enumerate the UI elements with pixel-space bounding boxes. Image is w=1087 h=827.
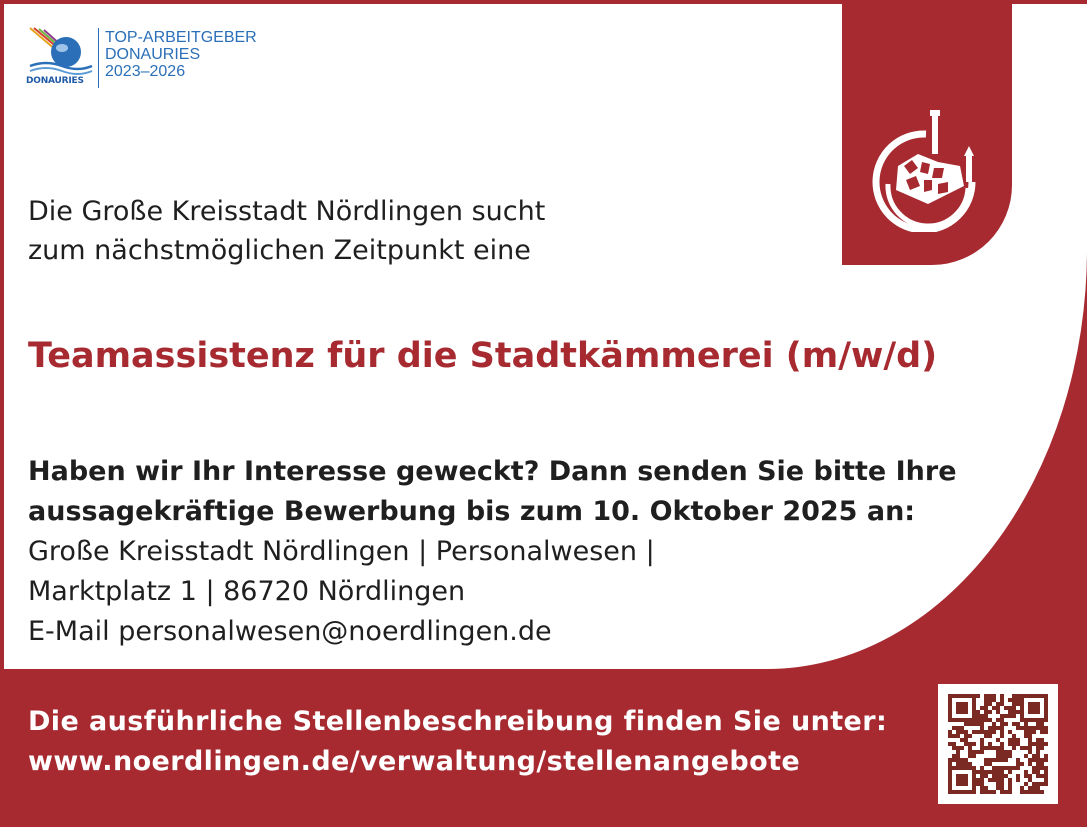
top-employer-badge — [26, 26, 257, 92]
apply-bold-line-2: aussagekräftige Bewerbung bis zum 10. Oktober 2025 an: — [28, 496, 916, 527]
intro-line-2: zum nächstmöglichen Zeitpunkt eine — [28, 235, 531, 266]
email-line[interactable]: E-Mail personalwesen@noerdlingen.de — [28, 616, 552, 647]
job-title: Teamassistenz für die Stadtkämmerei (m/w/d) — [28, 336, 938, 376]
badge-line-1: TOP-ARBEITGEBER — [105, 29, 257, 46]
address-line-2: Marktplatz 1 | 86720 Nördlingen — [28, 576, 466, 607]
intro-text — [28, 192, 545, 270]
badge-text — [105, 26, 257, 80]
donauries-logo-icon — [26, 26, 94, 88]
badge-line-3: 2023–2026 — [105, 63, 186, 80]
footer-line-1: Die ausführliche Stellenbeschreibung finden Sie unter: — [28, 706, 888, 737]
footer-url[interactable]: www.noerdlingen.de/verwaltung/stellenangebote — [28, 746, 801, 777]
badge-divider — [98, 28, 99, 88]
intro-line-1: Die Große Kreisstadt Nördlingen sucht — [28, 196, 546, 227]
donauries-logo-label: DONAURIES — [26, 76, 84, 86]
application-info — [28, 452, 957, 652]
badge-line-2: DONAURIES — [105, 46, 201, 63]
qr-code-icon[interactable] — [938, 684, 1058, 804]
address-line-1: Große Kreisstadt Nördlingen | Personalwesen | — [28, 536, 655, 567]
footer-text — [28, 702, 887, 782]
noerdlingen-city-logo-icon — [868, 104, 984, 232]
apply-bold-line-1: Haben wir Ihr Interesse geweckt? Dann senden Sie bitte Ihre — [28, 456, 957, 487]
